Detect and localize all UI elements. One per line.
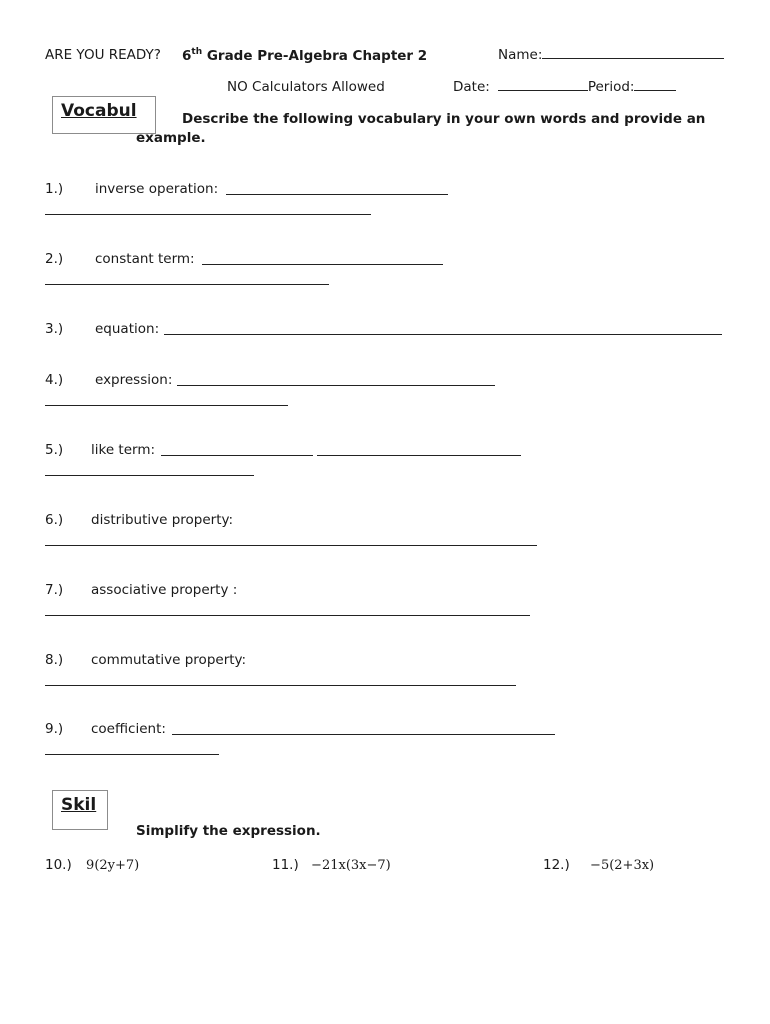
vocab-section-box xyxy=(52,96,156,134)
grade-number: 6 xyxy=(182,48,192,64)
item-number: 9.) xyxy=(45,721,64,737)
problem-10 xyxy=(45,857,139,873)
item-number: 3.) xyxy=(45,321,64,337)
problem-expression: −21x(3x−7) xyxy=(311,858,391,873)
problem-expression: −5(2+3x) xyxy=(590,858,655,873)
answer-blank[interactable] xyxy=(317,455,521,456)
answer-blank[interactable] xyxy=(45,685,516,686)
answer-blank[interactable] xyxy=(45,545,537,546)
problem-expression: 9(2y+7) xyxy=(86,858,140,873)
worksheet-title xyxy=(182,47,427,64)
item-term: expression: xyxy=(95,372,173,388)
item-number: 2.) xyxy=(45,251,64,267)
item-term: distributive property: xyxy=(91,512,234,528)
item-term: coefficient: xyxy=(91,721,166,737)
item-number: 4.) xyxy=(45,372,64,388)
item-number: 5.) xyxy=(45,442,64,458)
problem-11 xyxy=(272,857,391,873)
answer-blank-continued[interactable] xyxy=(45,405,288,406)
answer-blank-continued[interactable] xyxy=(45,284,329,285)
vocab-item-9 xyxy=(45,721,166,737)
problem-number: 10.) xyxy=(45,857,72,873)
vocab-item-4 xyxy=(45,372,173,388)
name-blank[interactable] xyxy=(542,58,724,59)
vocab-item-1 xyxy=(45,181,219,197)
vocab-item-7 xyxy=(45,582,238,598)
answer-blank[interactable] xyxy=(172,734,555,735)
vocab-instruction-line1: Describe the following vocabulary in your own words and provide an xyxy=(182,111,706,127)
vocab-section-label: Vocabul xyxy=(61,101,137,121)
date-field[interactable] xyxy=(453,79,676,95)
answer-blank[interactable] xyxy=(45,615,530,616)
answer-blank[interactable] xyxy=(164,334,722,335)
answer-blank[interactable] xyxy=(202,264,443,265)
vocab-instruction-line2: example. xyxy=(136,130,206,146)
item-number: 7.) xyxy=(45,582,64,598)
item-term: inverse operation: xyxy=(95,181,219,197)
skills-section-box xyxy=(52,790,108,830)
problem-number: 12.) xyxy=(543,857,570,873)
answer-blank[interactable] xyxy=(161,455,313,456)
problem-number: 11.) xyxy=(272,857,299,873)
item-number: 6.) xyxy=(45,512,64,528)
answer-blank-continued[interactable] xyxy=(45,214,371,215)
vocab-item-3 xyxy=(45,321,160,337)
name-field[interactable] xyxy=(498,47,724,63)
vocab-item-2 xyxy=(45,251,195,267)
no-calculators-note: NO Calculators Allowed xyxy=(227,79,385,95)
item-term: like term: xyxy=(91,442,156,458)
item-term: associative property : xyxy=(91,582,238,598)
item-number: 8.) xyxy=(45,652,64,668)
name-label: Name: xyxy=(498,47,543,63)
period-label: Period: xyxy=(587,79,635,95)
date-blank[interactable] xyxy=(498,90,588,91)
problem-12 xyxy=(543,857,654,873)
answer-blank-continued[interactable] xyxy=(45,754,219,755)
item-term: constant term: xyxy=(95,251,195,267)
vocab-item-8 xyxy=(45,652,247,668)
period-blank[interactable] xyxy=(634,90,676,91)
title-text: Grade Pre-Algebra Chapter 2 xyxy=(202,48,428,64)
vocab-item-6 xyxy=(45,512,234,528)
answer-blank[interactable] xyxy=(177,385,495,386)
grade-suffix: th xyxy=(191,47,203,57)
header-ready: ARE YOU READY? xyxy=(45,47,161,63)
skills-section-label: Skil xyxy=(61,795,97,815)
item-term: equation: xyxy=(95,321,160,337)
item-term: commutative property: xyxy=(91,652,247,668)
skills-instruction: Simplify the expression. xyxy=(136,823,321,839)
item-number: 1.) xyxy=(45,181,64,197)
vocab-item-5 xyxy=(45,442,156,458)
answer-blank-continued[interactable] xyxy=(45,475,254,476)
date-label: Date: xyxy=(453,79,490,95)
answer-blank[interactable] xyxy=(226,194,448,195)
